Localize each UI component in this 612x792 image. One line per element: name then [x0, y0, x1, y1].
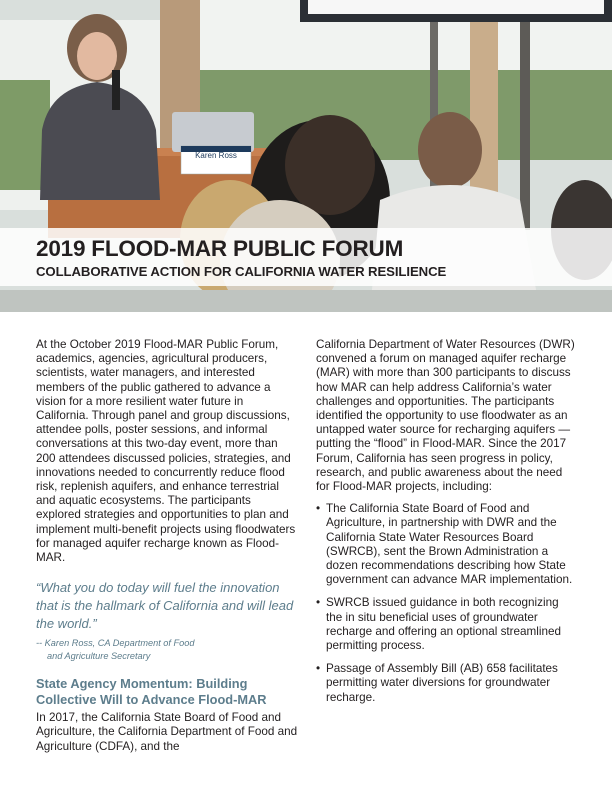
list-item [316, 502, 578, 587]
pull-quote: “What you do today will fuel the innovation that is the hallmark of California and will lead the world.” [36, 580, 294, 632]
list-item [316, 596, 578, 653]
quote-attribution [36, 637, 298, 662]
bullet-text: Passage of Assembly Bill (AB) 658 facilitates permitting water diversions for groundwater recharge. [326, 662, 558, 704]
bullet-icon: • [316, 662, 321, 676]
attribution-line-2: and Agriculture Secretary [47, 650, 151, 661]
nameplate-label: Karen Ross [195, 151, 237, 160]
right-column [316, 338, 578, 714]
bullet-text: SWRCB issued guidance in both recognizing the in situ beneficial uses of groundwater recharge and offering an optional streamlined permitting process. [326, 596, 561, 653]
page-subtitle: COLLABORATIVE ACTION FOR CALIFORNIA WATER RESILIENCE [36, 264, 447, 279]
attribution-line-1: -- Karen Ross, CA Department of Food [36, 638, 195, 649]
section-heading: State Agency Momentum: Building Collective Will to Advance Flood-MAR [36, 676, 267, 708]
page-title: 2019 FLOOD-MAR PUBLIC FORUM [36, 236, 404, 261]
continuation-paragraph: California Department of Water Resources (DWR) convened a forum on managed aquifer recharge (MAR) with more than 300 participants to discuss how MAR can help address California’s water challenges and opportunities. The participants identified the opportunity to use floodwater as an untapped water source for recharging aquifers — putting the “flood” in Flood-MAR. Since the 2017 Forum, California has seen progress in policy, research, and public awareness about the need for Flood-MAR projects, including: [316, 338, 575, 494]
section-paragraph: In 2017, the California State Board of Food and Agriculture, the California Department of Food and Agriculture (CDFA), and the [36, 711, 298, 753]
list-item [316, 662, 578, 705]
bullet-icon: • [316, 502, 321, 516]
bullet-text: The California State Board of Food and Agriculture, in partnership with DWR and the California State Water Resources Board (SWRCB), sent the Brown Administration a dozen recommendations describing how State government can advance MAR implementation. [326, 502, 573, 587]
left-column [36, 338, 298, 754]
bullet-icon: • [316, 596, 321, 610]
progress-bullet-list [316, 502, 578, 705]
intro-paragraph: At the October 2019 Flood-MAR Public Forum, academics, agencies, agricultural producers, scientists, water managers, and interested members of the public gathered to advance a vision for a more resilient water future in California. Through panel and group discussions, attendee polls, poster sessions, and informal conversations at this two-day event, more than 200 attendees discussed policies, strategies, and innovations needed to concurrently reduce flood risk, replenish aquifers, and enhance terrestrial and aquatic ecosystems. The participants explored strategies and opportunities to plan and implement multi-benefit projects using floodwaters for managed aquifer recharge known as Flood-MAR. [36, 338, 296, 565]
